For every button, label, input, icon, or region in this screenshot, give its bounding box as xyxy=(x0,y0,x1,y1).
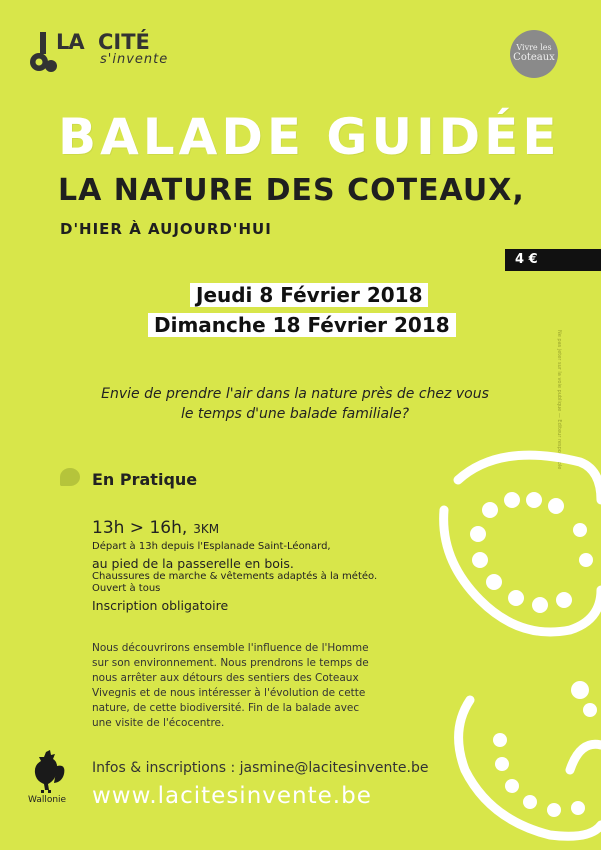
contact-line xyxy=(92,760,428,776)
website-link[interactable]: www.lacitesinvente.be xyxy=(92,783,372,809)
la-cite-sinvente-logo xyxy=(28,30,168,85)
date-2: Dimanche 18 Février 2018 xyxy=(148,313,456,337)
subtitle-2: D'HIER À AUJOURD'HUI xyxy=(60,220,272,238)
description-line: une visite de l'écocentre. xyxy=(92,717,225,729)
description-line: sur son environnement. Nous prendrons le temps de xyxy=(92,657,369,669)
distance: 3KM xyxy=(193,522,220,536)
contact-label: Infos & inscriptions : xyxy=(92,760,236,776)
intro-text xyxy=(60,384,530,424)
credit-text: Ne pas jeter sur la voie publique — Editeur responsable xyxy=(556,330,562,470)
inscription-info: Inscription obligatoire xyxy=(92,598,229,613)
logo-mark-icon xyxy=(28,30,58,76)
chaussures-info: Chaussures de marche & vêtements adaptés à la météo. xyxy=(92,571,378,582)
logo-right-line2: Coteaux xyxy=(513,52,555,63)
speech-bubble-icon xyxy=(60,468,80,486)
main-title: BALADE GUIDÉE xyxy=(58,108,561,166)
price-tag: 4 € xyxy=(505,249,601,271)
description-line: nous arrêter aux détours des sentiers des Coteaux xyxy=(92,672,359,684)
intro-line-1: Envie de prendre l'air dans la nature près de chez vous xyxy=(101,386,489,402)
wallonie-label: Wallonie xyxy=(28,795,67,805)
depart-info: Départ à 13h depuis l'Esplanade Saint-Léonard, xyxy=(92,541,331,552)
time-line xyxy=(92,518,219,538)
contact-email[interactable]: jasmine@lacitesinvente.be xyxy=(239,760,429,776)
time-range: 13h > 16h, xyxy=(92,518,188,538)
rooster-icon xyxy=(24,748,70,794)
wallonie-logo xyxy=(24,748,70,808)
subtitle: LA NATURE DES COTEAUX, xyxy=(58,173,525,208)
logo-cite: CITÉ xyxy=(98,30,150,54)
date-1: Jeudi 8 Février 2018 xyxy=(190,283,428,307)
passerelle-info: au pied de la passerelle en bois. xyxy=(92,556,294,571)
ouvert-info: Ouvert à tous xyxy=(92,583,161,594)
description-line: Vivegnis et de nous intéresser à l'évolution de cette xyxy=(92,687,366,699)
logo-la: LA xyxy=(56,30,84,54)
description xyxy=(92,641,437,731)
vivre-les-coteaux-logo xyxy=(510,30,558,78)
logo-sinvente: s'invente xyxy=(100,52,169,67)
section-title-pratique: En Pratique xyxy=(92,470,198,489)
intro-line-2: le temps d'une balade familiale? xyxy=(180,406,410,422)
footprint-icon xyxy=(430,440,601,850)
description-line: nature, de cette biodiversité. Fin de la balade avec xyxy=(92,702,360,714)
logo-right-line1: Vivre les xyxy=(516,43,552,52)
description-line: Nous découvrirons ensemble l'influence de l'Homme xyxy=(92,642,369,654)
